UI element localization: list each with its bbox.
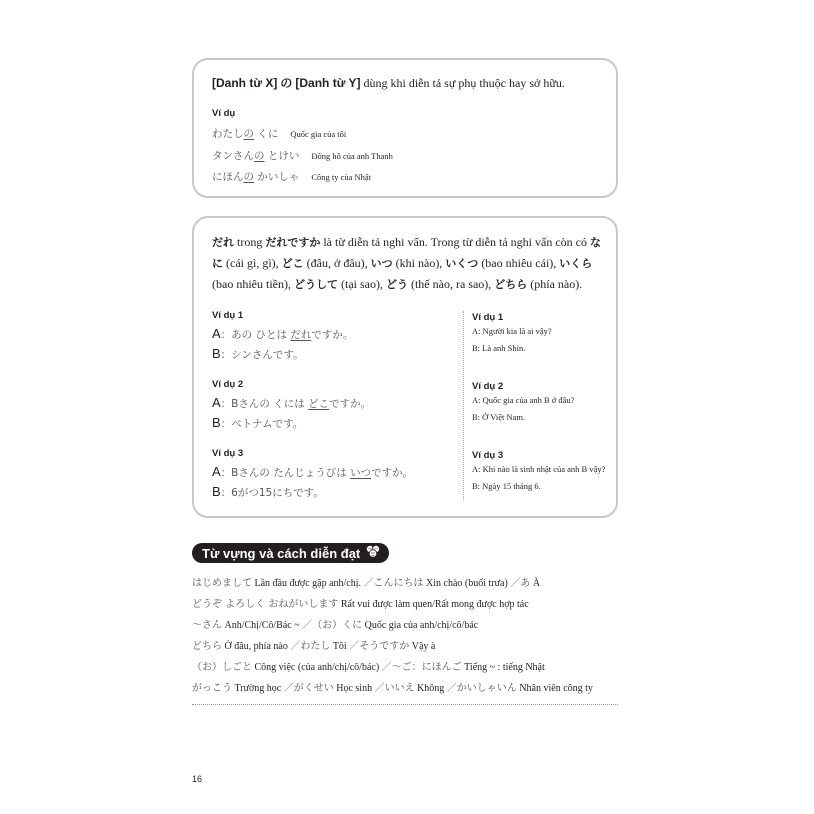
keyword: どうして [293, 278, 338, 291]
vocab-line [192, 679, 593, 694]
text: (khi nào), [392, 256, 446, 270]
text: (thế nào, ra sao), [407, 277, 495, 291]
dialogue-line-b [212, 345, 304, 363]
speaker: A [212, 395, 221, 410]
text: trong [234, 235, 266, 249]
question-word: いつ [350, 467, 372, 479]
vocab-line [192, 658, 545, 673]
dialogue-jp: ：Bさんの くには [220, 398, 309, 410]
dialogue-line-a [212, 463, 413, 481]
dialogue-jp: ：6がつ15にちです。 [220, 487, 324, 499]
question-word: だれ [290, 329, 312, 341]
vocab-vi: Lần đầu được gặp anh/chị. [252, 578, 364, 589]
vocab-jp: ～さん [192, 620, 222, 631]
vocab-jp: ／（お）くに [302, 620, 363, 631]
text: (đâu, ở đâu), [303, 256, 371, 270]
translation-label: Ví dụ 2 [472, 381, 504, 392]
example-label: Ví dụ 1 [212, 310, 244, 321]
vocab-vi: Tiếng ~ : tiếng Nhật [461, 662, 545, 673]
question-words-intro [212, 232, 607, 295]
vocab-vi: Rất vui được làm quen/Rất mong được hợp tác [338, 599, 529, 610]
example-label: Ví dụ 2 [212, 379, 244, 390]
dialogue-line-a [212, 325, 353, 343]
example-particle: の [254, 150, 265, 162]
vocab-jp: どちら [192, 641, 222, 652]
translation-label: Ví dụ 3 [472, 450, 504, 461]
vocab-jp: ／こんにちは [363, 578, 424, 589]
keyword: だれですか [265, 236, 321, 249]
vocab-line [192, 595, 529, 610]
speaker: B [212, 415, 221, 430]
example-jp: わたし [212, 128, 244, 140]
dialogue-jp: ：Bさんの たんじょうびは [220, 467, 351, 479]
keyword: いつ [370, 257, 393, 270]
example-vi: Đồng hồ của anh Thanh [311, 151, 393, 161]
vocab-vi: Xin chào (buổi trưa) [423, 578, 511, 589]
rule-noun-y: [Danh từ Y] [295, 76, 361, 90]
dialogue-line-b [212, 483, 324, 501]
dialogue-jp: ですか。 [329, 398, 372, 410]
translation-b: B: Là anh Shin. [472, 343, 526, 353]
dialogue-jp: ですか。 [371, 467, 414, 479]
vocab-vi: Nhân viên công ty [516, 683, 593, 694]
vocab-vi: Công việc (của anh/chị/cô/bác) [252, 662, 382, 673]
example-vi: Quốc gia của tôi [290, 129, 347, 139]
vocab-vi: Vậy à [409, 641, 436, 652]
vocab-jp: ／かいしゃいん [446, 683, 517, 694]
speaker: B [212, 346, 221, 361]
vocab-section-banner [192, 543, 389, 563]
vocab-vi: Ở đâu, phía nào [222, 641, 291, 652]
faces-icon [365, 544, 381, 563]
speaker: A [212, 464, 221, 479]
speaker: A [212, 326, 221, 341]
dialogue-line-a [212, 394, 371, 412]
translation-a: A: Khi nào là sinh nhật của anh B vậy? [472, 464, 606, 474]
text: là từ diễn tả nghi vấn. Trong từ diễn tả nghi vấn còn có [320, 235, 590, 249]
text: (bao nhiêu cái), [478, 256, 560, 270]
dialogue-line-b [212, 414, 303, 432]
vocab-vi: Quốc gia của anh/chị/cô/bác [362, 620, 479, 631]
rule-noun-x: [Danh từ X] [212, 76, 278, 90]
dialogue-jp: ：あの ひとは [220, 329, 291, 341]
vocab-jp: ／～ご：にほんご [381, 662, 462, 673]
translation-a: A: Quốc gia của anh B ở đâu? [472, 395, 575, 405]
vocab-section-title: Từ vựng và cách diễn đạt [202, 545, 361, 561]
example-particle: の [243, 171, 254, 183]
example-jp: とけい [264, 150, 300, 162]
text: (cái gì, gì), [223, 256, 282, 270]
vocab-vi: Học sinh [333, 683, 375, 694]
translation-a: A: Người kia là ai vậy? [472, 326, 552, 336]
column-divider [463, 311, 464, 501]
keyword: どう [385, 278, 408, 291]
vocab-line [192, 637, 435, 652]
example-row [212, 167, 371, 185]
vocab-vi: Tôi [330, 641, 350, 652]
vocab-vi: Trường học [232, 683, 284, 694]
text: (phía nào). [527, 277, 583, 291]
example-label: Ví dụ [212, 108, 236, 119]
example-jp: タンさん [212, 150, 254, 162]
section-divider [192, 704, 618, 705]
vocab-jp: （お）しごと [192, 662, 252, 673]
vocab-jp: はじめまして [192, 578, 252, 589]
vocab-jp: ／いいえ [374, 683, 415, 694]
example-row [212, 124, 346, 142]
example-label: Ví dụ 3 [212, 448, 244, 459]
vocab-jp: ／わたし [290, 641, 331, 652]
vocab-vi: Anh/Chị/Cô/Bác ~ [222, 620, 303, 631]
vocab-jp: がっこう [192, 683, 232, 694]
dialogue-jp: ですか。 [311, 329, 354, 341]
translation-b: B: Ngày 15 tháng 6. [472, 481, 541, 491]
text: (tại sao), [337, 277, 386, 291]
vocab-jp: ／あ [510, 578, 531, 589]
example-vi: Công ty của Nhật [311, 172, 372, 182]
example-row [212, 146, 393, 164]
example-jp: くに [254, 128, 279, 140]
vocab-line [192, 616, 478, 631]
keyword: どちら [494, 278, 528, 291]
text: (bao nhiêu tiền), [212, 277, 294, 291]
question-word: どこ [308, 398, 330, 410]
page-number: 16 [192, 774, 203, 784]
translation-label: Ví dụ 1 [472, 312, 504, 323]
vocab-vi: Không [414, 683, 447, 694]
speaker: B [212, 484, 221, 499]
keyword: いくつ [445, 257, 479, 270]
keyword: どこ [281, 257, 304, 270]
vocab-jp: ／がくせい [283, 683, 334, 694]
keyword: いくら [559, 257, 593, 270]
dialogue-jp: ：シンさんです。 [220, 349, 304, 361]
vocab-line [192, 574, 540, 589]
vocab-jp: どうぞ よろしく おねがいします [192, 599, 339, 610]
vocab-jp: ／そうですか [349, 641, 410, 652]
vocab-vi: À [530, 578, 541, 589]
example-jp: にほん [212, 171, 244, 183]
grammar-rule [212, 75, 565, 91]
rule-description: dùng khi diễn tả sự phụ thuộc hay sở hữu. [360, 76, 565, 90]
example-particle: の [243, 128, 254, 140]
keyword: なに [212, 236, 601, 270]
rule-particle: の [280, 76, 293, 90]
dialogue-jp: ：ベトナムです。 [220, 418, 304, 430]
keyword: だれ [212, 236, 234, 249]
example-jp: かいしゃ [254, 171, 300, 183]
translation-b: B: Ở Việt Nam. [472, 412, 526, 422]
